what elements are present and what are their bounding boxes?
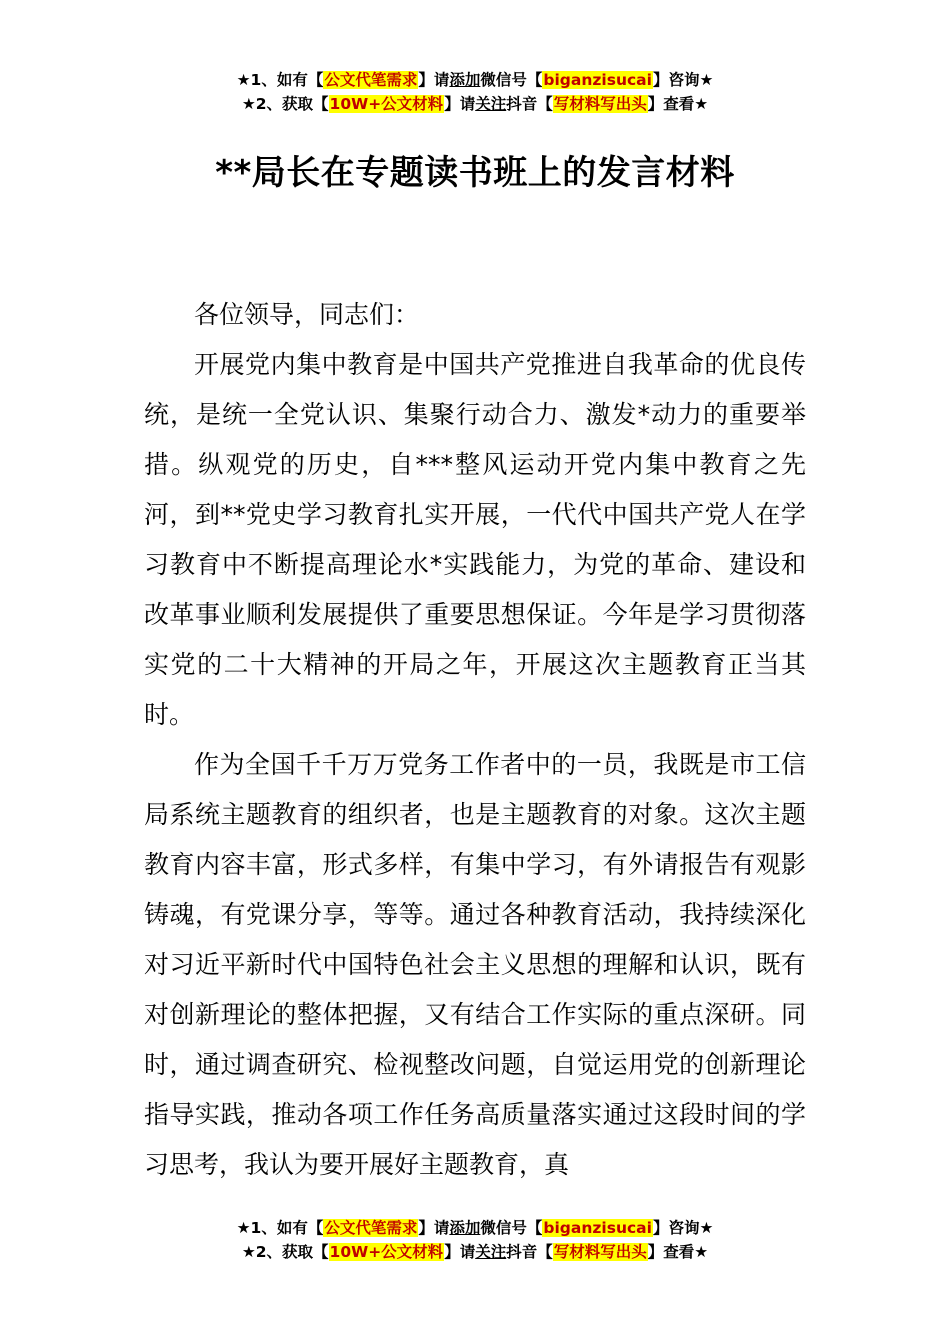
banner-highlight: biganzisucai <box>543 1219 652 1237</box>
document-body <box>144 290 806 1190</box>
banner-text: 】查看★ <box>647 95 709 113</box>
banner-text: 】请 <box>418 71 450 89</box>
banner-text: 】查看★ <box>647 1243 709 1261</box>
banner-highlight: 10W+公文材料 <box>329 95 444 113</box>
banner-line-1 <box>0 1216 950 1240</box>
banner-text: 微信号【 <box>480 71 543 89</box>
banner-text: 抖音【 <box>506 1243 553 1261</box>
banner-underline: 关注 <box>475 1243 507 1261</box>
banner-line-1 <box>0 68 950 92</box>
banner-highlight: biganzisucai <box>543 71 652 89</box>
banner-text: 】咨询★ <box>652 71 714 89</box>
banner-highlight: 公文代笔需求 <box>324 1219 418 1237</box>
banner-text: 】请 <box>444 1243 476 1261</box>
greeting: 各位领导，同志们： <box>194 300 420 329</box>
banner-highlight: 写材料写出头 <box>553 1243 647 1261</box>
banner-underline: 添加 <box>449 1219 481 1237</box>
banner-text: 】咨询★ <box>652 1219 714 1237</box>
header-banner <box>0 68 950 116</box>
paragraph-2: 作为全国千千万万党务工作者中的一员，我既是市工信局系统主题教育的组织者，也是主题教育的对象。这次主题教育内容丰富，形式多样，有集中学习，有外请报告有观影铸魂，有党课分享，等等。通过各种教育活动，我持续深化对习近平新时代中国特色社会主义思想的理解和认识，既有对创新理论的整体把握，又有结合工作实际的重点深研。同时，通过调查研究、检视整改问题，自觉运用党的创新理论指导实践，推动各项工作任务高质量落实通过这段时间的学习思考，我认为要开展好主题教育，真 <box>144 750 806 1179</box>
banner-text: 微信号【 <box>480 1219 543 1237</box>
banner-underline: 添加 <box>449 71 481 89</box>
footer-banner <box>0 1216 950 1264</box>
document-title: **局长在专题读书班上的发言材料 <box>215 153 735 193</box>
banner-text: ★2、获取【 <box>241 95 329 113</box>
banner-underline: 关注 <box>475 95 507 113</box>
banner-text: 】请 <box>444 95 476 113</box>
banner-highlight: 10W+公文材料 <box>329 1243 444 1261</box>
banner-text: 抖音【 <box>506 95 553 113</box>
banner-highlight: 公文代笔需求 <box>324 71 418 89</box>
banner-highlight: 写材料写出头 <box>553 95 647 113</box>
paragraph-1: 开展党内集中教育是中国共产党推进自我革命的优良传统，是统一全党认识、集聚行动合力、激发*动力的重要举措。纵观党的历史，自***整风运动开党内集中教育之先河，到**党史学习教育扎实开展，一代代中国共产党人在学习教育中不断提高理论水*实践能力，为党的革命、建设和改革事业顺利发展提供了重要思想保证。今年是学习贯彻落实党的二十大精神的开局之年，开展这次主题教育正当其时。 <box>144 350 806 729</box>
banner-text: ★1、如有【 <box>236 1219 324 1237</box>
banner-line-2 <box>0 1240 950 1264</box>
banner-text: ★1、如有【 <box>236 71 324 89</box>
banner-text: 】请 <box>418 1219 450 1237</box>
banner-text: ★2、获取【 <box>241 1243 329 1261</box>
banner-line-2 <box>0 92 950 116</box>
